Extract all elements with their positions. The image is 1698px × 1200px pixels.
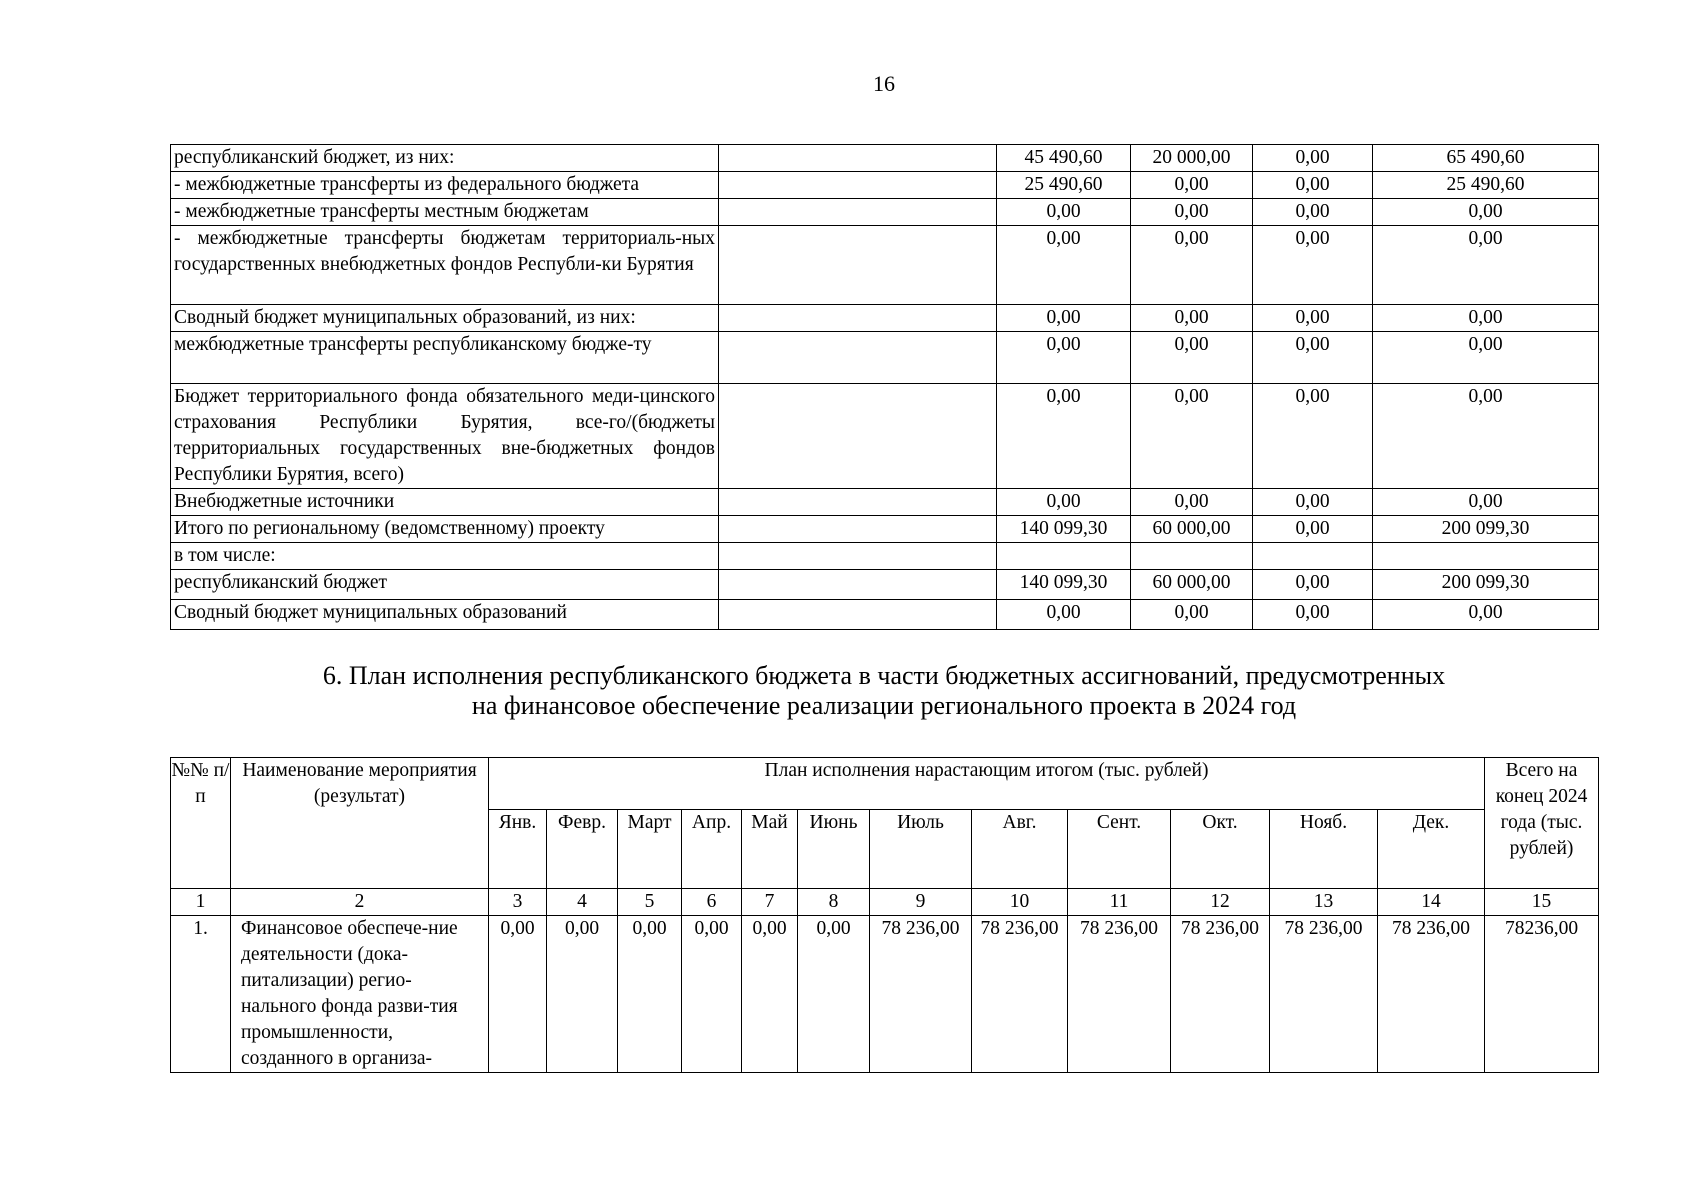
value-cell: 0,00 bbox=[997, 489, 1131, 516]
table-row bbox=[171, 916, 1599, 1073]
month-value: 0,00 bbox=[742, 916, 798, 1073]
table-row bbox=[171, 384, 1599, 489]
table-row bbox=[171, 145, 1599, 172]
month-value: 78 236,00 bbox=[972, 916, 1068, 1073]
value-cell bbox=[1373, 543, 1599, 570]
column-number: 9 bbox=[870, 889, 972, 916]
value-cell bbox=[1131, 543, 1253, 570]
table-row bbox=[171, 305, 1599, 332]
header-month: Май bbox=[742, 810, 798, 889]
column-number: 11 bbox=[1068, 889, 1171, 916]
empty-cell bbox=[719, 145, 997, 172]
header-month: Окт. bbox=[1171, 810, 1270, 889]
table-row bbox=[171, 199, 1599, 226]
row-label: - межбюджетные трансферты из федерального бюджета bbox=[171, 172, 719, 199]
column-number: 7 bbox=[742, 889, 798, 916]
month-value: 78 236,00 bbox=[1378, 916, 1485, 1073]
header-number: №№ п/п bbox=[171, 758, 231, 889]
row-label: межбюджетные трансферты республиканскому бюдже-ту bbox=[171, 332, 719, 384]
section-6-heading-line-2: на финансовое обеспечение реализации регионального проекта в 2024 год bbox=[471, 691, 1297, 720]
column-number: 1 bbox=[171, 889, 231, 916]
table-row bbox=[171, 489, 1599, 516]
row-label: Итого по региональному (ведомственному) проекту bbox=[171, 516, 719, 543]
value-cell: 0,00 bbox=[1373, 489, 1599, 516]
header-month: Июль bbox=[870, 810, 972, 889]
row-label: республиканский бюджет bbox=[171, 570, 719, 600]
value-cell: 0,00 bbox=[997, 226, 1131, 305]
empty-cell bbox=[719, 199, 997, 226]
row-label: в том числе: bbox=[171, 543, 719, 570]
column-number: 15 bbox=[1485, 889, 1599, 916]
month-value: 78 236,00 bbox=[1270, 916, 1378, 1073]
value-cell: 0,00 bbox=[997, 199, 1131, 226]
value-cell: 0,00 bbox=[1131, 600, 1253, 630]
header-name: Наименование мероприятия (результат) bbox=[231, 758, 489, 889]
value-cell: 65 490,60 bbox=[1373, 145, 1599, 172]
value-cell: 0,00 bbox=[1253, 384, 1373, 489]
row-label: - межбюджетные трансферты бюджетам территориаль-ных государственных внебюджетных фондов Республи-ки Бурятия bbox=[171, 226, 719, 305]
row-label: республиканский бюджет, из них: bbox=[171, 145, 719, 172]
value-cell: 0,00 bbox=[1253, 489, 1373, 516]
month-value: 0,00 bbox=[618, 916, 682, 1073]
value-cell: 0,00 bbox=[997, 332, 1131, 384]
value-cell: 0,00 bbox=[997, 600, 1131, 630]
value-cell: 200 099,30 bbox=[1373, 516, 1599, 543]
value-cell: 140 099,30 bbox=[997, 516, 1131, 543]
value-cell: 0,00 bbox=[1253, 172, 1373, 199]
column-number: 13 bbox=[1270, 889, 1378, 916]
value-cell: 0,00 bbox=[1253, 332, 1373, 384]
table-row bbox=[171, 516, 1599, 543]
value-cell: 0,00 bbox=[1131, 226, 1253, 305]
table-row bbox=[171, 172, 1599, 199]
section-6-heading-line-1: 6. План исполнения республиканского бюджета в части бюджетных ассигнований, предусмотренных bbox=[322, 661, 1446, 690]
value-cell: 60 000,00 bbox=[1131, 570, 1253, 600]
row-label: - межбюджетные трансферты местным бюджетам bbox=[171, 199, 719, 226]
column-number: 4 bbox=[547, 889, 618, 916]
month-value: 78 236,00 bbox=[870, 916, 972, 1073]
table-row bbox=[171, 332, 1599, 384]
column-number: 14 bbox=[1378, 889, 1485, 916]
value-cell: 0,00 bbox=[1373, 305, 1599, 332]
value-cell: 0,00 bbox=[1131, 305, 1253, 332]
row-label: Внебюджетные источники bbox=[171, 489, 719, 516]
empty-cell bbox=[719, 332, 997, 384]
empty-cell bbox=[719, 516, 997, 543]
column-number: 12 bbox=[1171, 889, 1270, 916]
empty-cell bbox=[719, 305, 997, 332]
row-total: 78236,00 bbox=[1485, 916, 1599, 1073]
month-value: 0,00 bbox=[489, 916, 547, 1073]
header-month: Апр. bbox=[682, 810, 742, 889]
empty-cell bbox=[719, 384, 997, 489]
value-cell: 0,00 bbox=[1253, 305, 1373, 332]
value-cell: 0,00 bbox=[1131, 172, 1253, 199]
empty-cell bbox=[719, 543, 997, 570]
section-6-heading bbox=[0, 661, 1698, 721]
value-cell: 0,00 bbox=[1373, 199, 1599, 226]
month-value: 0,00 bbox=[798, 916, 870, 1073]
row-label: Сводный бюджет муниципальных образований, из них: bbox=[171, 305, 719, 332]
header-month: Март bbox=[618, 810, 682, 889]
empty-cell bbox=[719, 172, 997, 199]
value-cell: 0,00 bbox=[997, 384, 1131, 489]
month-value: 78 236,00 bbox=[1068, 916, 1171, 1073]
row-label: Бюджет территориального фонда обязательного меди-цинского страхования Республики Бурятия, все-го/(бюджеты территориальных государственных вне-бюджетных фондов Республики Бурятия, всего) bbox=[171, 384, 719, 489]
header-month: Июнь bbox=[798, 810, 870, 889]
value-cell: 20 000,00 bbox=[1131, 145, 1253, 172]
value-cell: 0,00 bbox=[1373, 384, 1599, 489]
value-cell: 0,00 bbox=[997, 305, 1131, 332]
row-label: Сводный бюджет муниципальных образований bbox=[171, 600, 719, 630]
value-cell: 45 490,60 bbox=[997, 145, 1131, 172]
value-cell: 0,00 bbox=[1373, 600, 1599, 630]
column-number: 8 bbox=[798, 889, 870, 916]
month-value: 78 236,00 bbox=[1171, 916, 1270, 1073]
value-cell: 0,00 bbox=[1253, 199, 1373, 226]
table-row bbox=[171, 570, 1599, 600]
value-cell: 60 000,00 bbox=[1131, 516, 1253, 543]
row-number: 1. bbox=[171, 916, 231, 1073]
header-month: Авг. bbox=[972, 810, 1068, 889]
value-cell: 0,00 bbox=[1131, 489, 1253, 516]
header-month: Сент. bbox=[1068, 810, 1171, 889]
column-number: 10 bbox=[972, 889, 1068, 916]
month-value: 0,00 bbox=[682, 916, 742, 1073]
value-cell: 0,00 bbox=[1131, 384, 1253, 489]
value-cell bbox=[997, 543, 1131, 570]
row-name: Финансовое обеспече-ние деятельности (дока-питализации) регио-нального фонда разви-тия промышленности, созданного в организа- bbox=[231, 916, 489, 1073]
month-value: 0,00 bbox=[547, 916, 618, 1073]
column-number: 3 bbox=[489, 889, 547, 916]
header-month: Янв. bbox=[489, 810, 547, 889]
value-cell bbox=[1253, 543, 1373, 570]
column-number: 6 bbox=[682, 889, 742, 916]
value-cell: 25 490,60 bbox=[997, 172, 1131, 199]
value-cell: 0,00 bbox=[1373, 226, 1599, 305]
empty-cell bbox=[719, 489, 997, 516]
header-plan: План исполнения нарастающим итогом (тыс. рублей) bbox=[489, 758, 1485, 810]
table-row bbox=[171, 226, 1599, 305]
header-month: Дек. bbox=[1378, 810, 1485, 889]
value-cell: 0,00 bbox=[1253, 226, 1373, 305]
header-month: Нояб. bbox=[1270, 810, 1378, 889]
value-cell: 0,00 bbox=[1131, 199, 1253, 226]
value-cell: 0,00 bbox=[1131, 332, 1253, 384]
header-total: Всего на конец 2024 года (тыс. рублей) bbox=[1485, 758, 1599, 889]
value-cell: 0,00 bbox=[1253, 145, 1373, 172]
empty-cell bbox=[719, 226, 997, 305]
value-cell: 25 490,60 bbox=[1373, 172, 1599, 199]
column-number: 2 bbox=[231, 889, 489, 916]
value-cell: 0,00 bbox=[1253, 600, 1373, 630]
empty-cell bbox=[719, 570, 997, 600]
funding-sources-table bbox=[170, 144, 1599, 630]
header-month: Февр. bbox=[547, 810, 618, 889]
column-number: 5 bbox=[618, 889, 682, 916]
table-row bbox=[171, 543, 1599, 570]
value-cell: 0,00 bbox=[1373, 332, 1599, 384]
value-cell: 0,00 bbox=[1253, 516, 1373, 543]
empty-cell bbox=[719, 600, 997, 630]
table-row bbox=[171, 600, 1599, 630]
page-number: 16 bbox=[873, 71, 895, 96]
value-cell: 140 099,30 bbox=[997, 570, 1131, 600]
budget-execution-plan-table bbox=[170, 757, 1599, 1073]
value-cell: 0,00 bbox=[1253, 570, 1373, 600]
value-cell: 200 099,30 bbox=[1373, 570, 1599, 600]
